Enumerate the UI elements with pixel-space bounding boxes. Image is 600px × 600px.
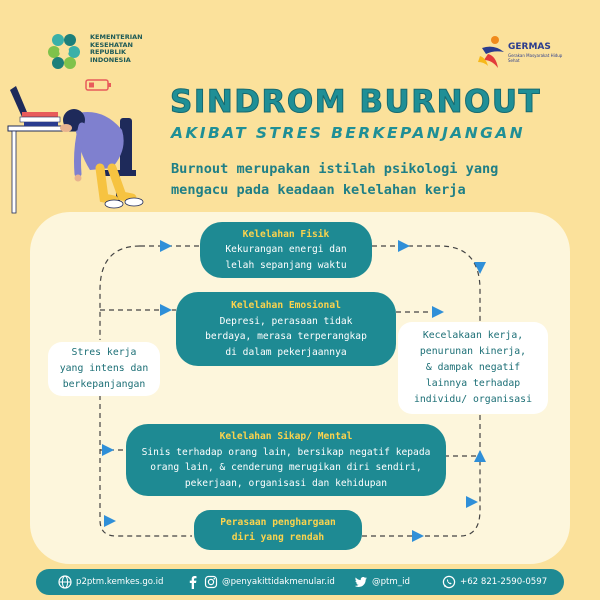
footer-twitter[interactable] <box>354 569 410 595</box>
whatsapp-icon <box>442 575 456 589</box>
box-title: Kelelahan Sikap/ Mental <box>219 431 353 442</box>
germas-logo-subtext: Gerakan Masyarakat Hidup Sehat <box>508 53 563 63</box>
box-kelelahan-fisik <box>200 222 372 278</box>
start-box: Stres kerja yang intens dan berkepanjangan <box>48 342 160 396</box>
end-box: Kecelakaan kerja, penurunan kinerja, & dampak negatif lainnya terhadap individu/ organisasi <box>398 322 548 414</box>
footer-bar <box>36 569 564 595</box>
intro-text: Burnout merupakan istilah psikologi yang mengacu pada keadaan kelelahan kerja <box>171 161 499 198</box>
phone-text: +62 821-2590-0597 <box>460 577 548 587</box>
twitter-icon <box>354 575 368 589</box>
social-text: @penyakittidakmenular.id <box>222 577 335 587</box>
box-title: Kelelahan Fisik <box>242 228 330 240</box>
connector-left-top <box>100 246 140 340</box>
box-kelelahan-sikap-mental <box>126 424 446 496</box>
page-subtitle: AKIBAT STRES BERKEPANJANGAN <box>171 124 525 142</box>
footer-social[interactable] <box>186 569 335 595</box>
arrow-icon <box>104 515 116 527</box>
arrow-icon <box>102 444 114 456</box>
website-text: p2ptm.kemkes.go.id <box>76 577 164 587</box>
arrow-icon <box>432 306 444 318</box>
arrow-icon <box>398 240 410 252</box>
globe-icon <box>58 575 72 589</box>
kemkes-logo-text: KEMENTERIAN KESEHATAN REPUBLIK INDONESIA <box>90 33 143 64</box>
box-penghargaan-diri <box>194 510 362 550</box>
footer-website[interactable] <box>58 569 163 595</box>
arrow-icon <box>160 240 172 252</box>
arrow-icon <box>466 496 478 508</box>
box-description: Depresi, perasaan tidak berdaya, merasa terperangkap di dalam pekerjaannya <box>205 315 367 358</box>
box-description: Kekurangan energi dan lelah sepanjang waktu <box>225 244 347 271</box>
box-title: Kelelahan Emosional <box>231 300 341 311</box>
box-kelelahan-emosional <box>176 292 396 366</box>
arrow-icon <box>474 262 486 274</box>
arrow-icon <box>412 530 424 542</box>
twitter-text: @ptm_id <box>372 577 410 587</box>
page-title: SINDROM BURNOUT <box>170 84 542 120</box>
instagram-icon <box>204 575 218 589</box>
germas-logo-text: GERMAS <box>508 42 551 52</box>
facebook-icon <box>186 575 200 589</box>
arrow-icon <box>160 304 172 316</box>
box-title: Perasaan penghargaan diri yang rendah <box>220 516 336 543</box>
box-description: Sinis terhadap orang lain, bersikap negatif kepada orang lain, & cenderung merugikan diri sendiri, pekerjaan, organisasi dan kehidupan <box>141 446 431 489</box>
footer-phone[interactable] <box>442 569 547 595</box>
